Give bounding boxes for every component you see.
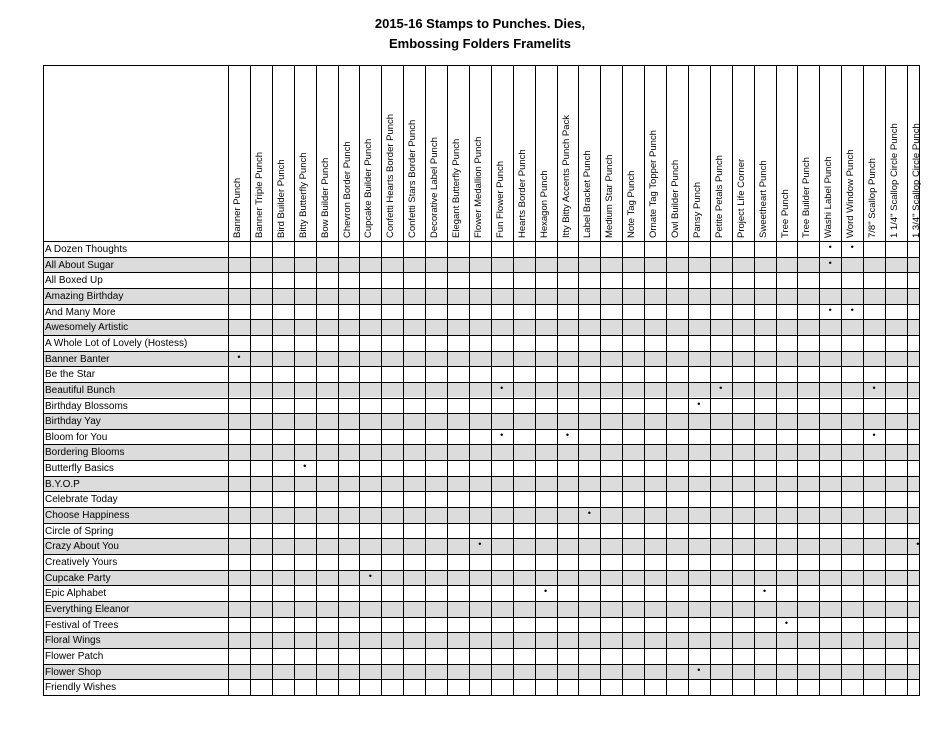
column-divider [885, 65, 886, 696]
row-divider [43, 695, 920, 696]
row-label: Awesomely Artistic [45, 322, 129, 334]
column-header: 7/8" Scallop Punch [867, 158, 879, 238]
column-header: Cupcake Builder Punch [363, 138, 375, 238]
row-label: Flower Shop [45, 666, 102, 678]
row-divider [43, 601, 920, 602]
column-header: Chevron Border Punch [341, 141, 353, 238]
cell-mark: • [872, 382, 876, 393]
column-header: Flower Medallion Punch [472, 136, 484, 238]
column-header: Project Life Corner [735, 158, 747, 238]
cell-mark: • [916, 539, 920, 550]
row-divider [43, 664, 920, 665]
table-top-border [43, 65, 920, 66]
row-divider [43, 366, 920, 367]
row-divider [43, 257, 920, 258]
column-divider [863, 65, 864, 696]
row-label: Beautiful Bunch [45, 384, 116, 396]
row-band [43, 288, 919, 304]
column-divider [294, 65, 295, 696]
row-divider [43, 241, 920, 242]
column-divider [359, 65, 360, 696]
column-divider [250, 65, 251, 696]
row-band [43, 351, 919, 367]
table-left-border [43, 65, 44, 696]
row-divider [43, 523, 920, 524]
row-divider [43, 632, 920, 633]
column-divider [491, 65, 492, 696]
row-divider [43, 460, 920, 461]
cell-mark: • [850, 242, 854, 252]
document-title [300, 14, 660, 54]
column-divider [819, 65, 820, 696]
column-divider [688, 65, 689, 696]
cell-mark: • [237, 351, 241, 362]
cell-mark: • [828, 257, 832, 268]
row-divider [43, 570, 920, 571]
column-divider [710, 65, 711, 696]
row-label: All Boxed Up [45, 275, 103, 287]
row-divider [43, 554, 920, 555]
column-header: Decorative Label Punch [429, 137, 441, 238]
cell-mark: • [762, 586, 767, 597]
column-divider [403, 65, 404, 696]
column-divider [754, 65, 755, 696]
row-divider [43, 288, 920, 289]
column-header: Word Window Punch [845, 149, 857, 238]
row-label: Choose Happiness [45, 510, 130, 522]
row-label: Cupcake Party [45, 572, 111, 584]
row-label: Crazy About You [45, 541, 119, 553]
row-divider [43, 382, 920, 383]
row-divider [43, 272, 920, 273]
column-divider [338, 65, 339, 696]
column-divider [228, 65, 229, 696]
row-band [43, 601, 919, 617]
column-header: Note Tag Punch [626, 170, 638, 238]
column-divider [578, 65, 579, 696]
row-divider [43, 304, 920, 305]
cell-mark: • [697, 398, 701, 409]
column-divider [425, 65, 426, 696]
column-divider [469, 65, 470, 696]
column-divider [797, 65, 798, 696]
cell-mark: • [828, 242, 832, 252]
row-label: Creatively Yours [45, 557, 118, 568]
column-divider [272, 65, 273, 696]
row-divider [43, 351, 920, 352]
row-label: Epic Alphabet [45, 588, 107, 600]
row-label: Butterfly Basics [45, 463, 114, 475]
column-header: Confetti Hearts Border Punch [385, 113, 397, 238]
column-header: Sweetheart Punch [757, 160, 769, 238]
column-divider [666, 65, 667, 696]
cell-mark: • [543, 586, 548, 597]
column-header: Medium Star Punch [604, 154, 616, 238]
column-divider [907, 65, 908, 696]
column-header: Confetti Stars Border Punch [407, 119, 419, 238]
column-header: Bitty Butterfly Punch [297, 152, 309, 238]
column-header: Bow Builder Punch [319, 157, 331, 238]
row-band [43, 507, 919, 523]
column-divider [622, 65, 623, 696]
cell-mark: • [500, 382, 504, 393]
cell-mark: • [697, 664, 701, 675]
row-label: And Many More [45, 306, 116, 318]
row-label: Floral Wings [45, 635, 101, 647]
row-label: Banner Banter [45, 353, 110, 365]
column-header: Hexagon Punch [538, 170, 550, 238]
row-label: A Whole Lot of Lovely (Hostess) [45, 337, 188, 349]
column-divider [732, 65, 733, 696]
row-label: Birthday Yay [45, 416, 101, 428]
row-divider [43, 398, 920, 399]
row-divider [43, 429, 920, 430]
column-divider [513, 65, 514, 696]
row-label: Everything Eleanor [45, 603, 130, 615]
column-header: Bird Builder Punch [275, 159, 287, 238]
column-divider [381, 65, 382, 696]
row-label: Circle of Spring [45, 525, 114, 537]
column-divider [841, 65, 842, 696]
row-divider [43, 319, 920, 320]
row-band [43, 476, 919, 492]
row-label: B.Y.O.P [45, 478, 80, 490]
row-label: Celebrate Today [45, 494, 118, 506]
cell-mark: • [872, 429, 876, 440]
column-header: Ornate Tag Topper Punch [648, 130, 660, 238]
row-band [43, 319, 919, 335]
column-divider [776, 65, 777, 696]
column-header: 1 3/4" Scallop Circle Punch [910, 123, 922, 238]
title-line-2: Embossing Folders Framelits [388, 36, 572, 51]
column-divider [535, 65, 536, 696]
column-divider [557, 65, 558, 696]
cell-mark: • [587, 508, 591, 519]
cell-mark: • [303, 461, 307, 472]
row-band [43, 570, 919, 586]
row-divider [43, 679, 920, 680]
row-divider [43, 491, 920, 492]
row-label: Flower Patch [45, 650, 104, 662]
row-band [43, 382, 919, 398]
row-label: Amazing Birthday [45, 290, 124, 302]
column-header: Pansy Punch [691, 182, 703, 238]
row-divider [43, 476, 920, 477]
title-line-1: 2015-16 Stamps to Punches. Dies, [374, 16, 586, 31]
row-divider [43, 507, 920, 508]
column-divider [316, 65, 317, 696]
row-divider [43, 444, 920, 445]
row-label: Be the Star [45, 369, 96, 381]
column-divider [600, 65, 601, 696]
column-header: Petite Petals Punch [713, 155, 725, 238]
row-band [43, 632, 919, 648]
column-header: Itty Bitty Accents Punch Pack [560, 114, 572, 238]
column-header: Fun Flower Punch [494, 160, 506, 238]
row-divider [43, 538, 920, 539]
column-header: Banner Punch [232, 177, 243, 238]
cell-mark: • [828, 304, 832, 315]
cell-mark: • [500, 429, 504, 440]
cell-mark: • [478, 539, 482, 550]
cell-mark: • [719, 382, 723, 393]
column-header: Tree Builder Punch [801, 157, 813, 238]
row-label: Birthday Blossoms [45, 400, 128, 412]
row-divider [43, 413, 920, 414]
row-band [43, 413, 919, 429]
row-divider [43, 648, 920, 649]
column-divider [447, 65, 448, 696]
column-header: Elegant Butterfly Punch [451, 138, 462, 238]
column-divider [644, 65, 645, 696]
row-label: Friendly Wishes [45, 682, 117, 694]
row-label: Bloom for You [45, 431, 108, 443]
cell-mark: • [565, 429, 570, 440]
row-band [43, 257, 919, 273]
row-divider [43, 585, 920, 586]
cell-mark: • [850, 304, 854, 315]
column-header: Washi Label Punch [823, 156, 835, 238]
column-header: Tree Punch [779, 189, 791, 238]
cell-mark: • [784, 617, 789, 628]
row-band [43, 664, 919, 680]
cell-mark: • [368, 570, 372, 581]
row-label: Festival of Trees [45, 619, 119, 631]
column-header: Hearts Border Punch [516, 149, 528, 238]
row-label: Bordering Blooms [45, 447, 125, 459]
row-label: All About Sugar [45, 259, 114, 271]
row-band [43, 444, 919, 460]
column-header: Label Bracket Punch [582, 150, 594, 238]
column-header: Banner Triple Punch [253, 151, 265, 238]
column-header: 1 1/4" Scallop Circle Punch [889, 123, 900, 238]
row-label: A Dozen Thoughts [45, 244, 128, 255]
column-header: Owl Builder Punch [670, 159, 681, 238]
